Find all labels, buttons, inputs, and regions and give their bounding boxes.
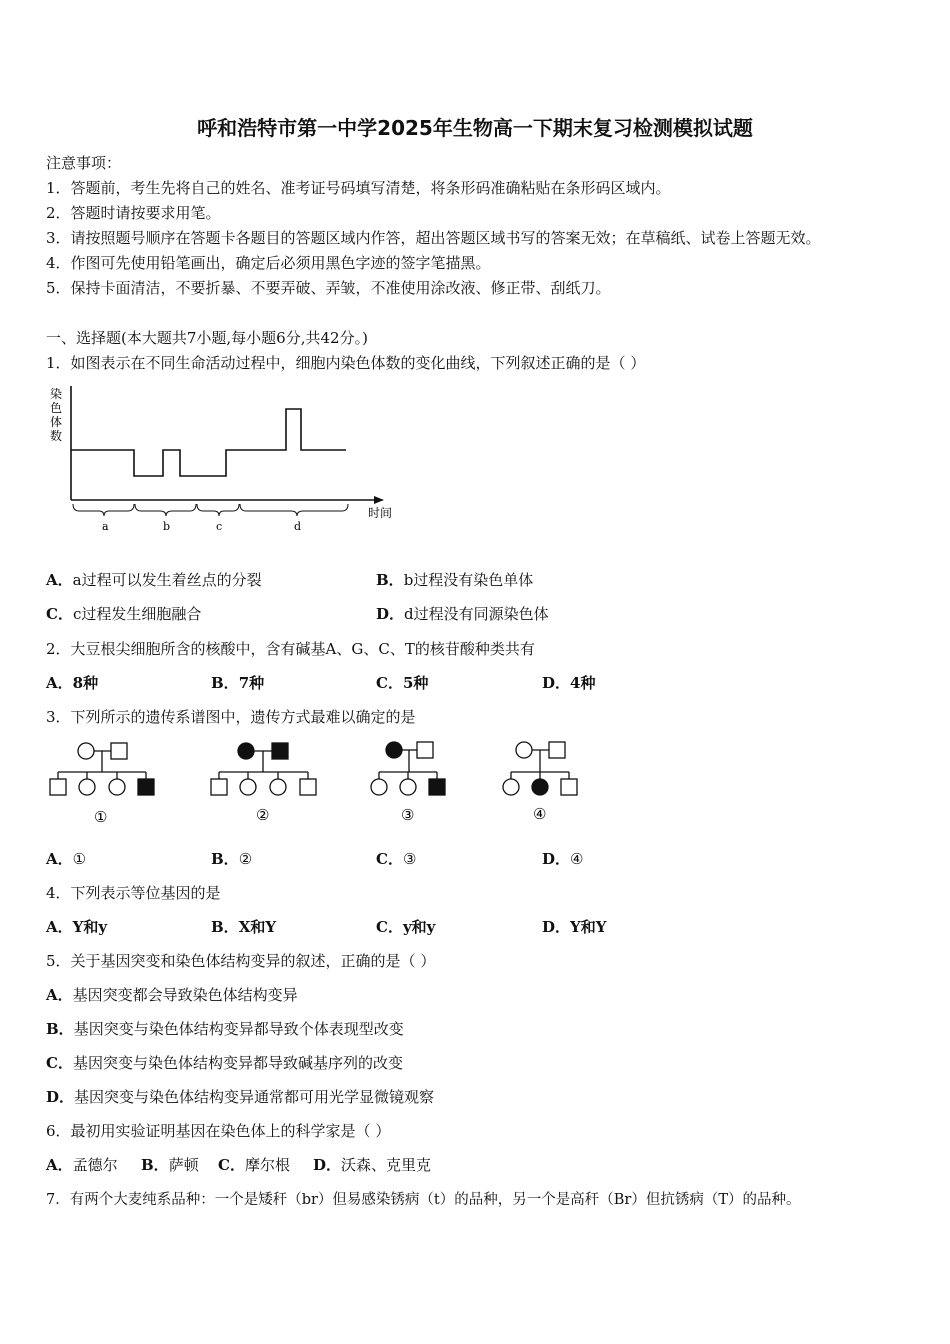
q5-option-d[interactable]: D．基因突变与染色体结构变异通常都可用光学显微镜观察 — [46, 1088, 435, 1106]
q3-option-b[interactable]: B．② — [211, 850, 253, 868]
q5-option-a[interactable]: A．基因突变都会导致染色体结构变异 — [46, 986, 298, 1004]
segment-brace-d — [240, 504, 348, 516]
q4-option-d[interactable]: D．Y和Y — [542, 918, 607, 936]
q3-option-c[interactable]: C．③ — [376, 850, 417, 868]
pedigree-label-3: ③ — [401, 806, 415, 824]
q6-stem: 6．最初用实验证明基因在染色体上的科学家是（ ） — [46, 1122, 391, 1140]
chromosome-curve — [71, 409, 346, 476]
pedigree-charts — [40, 734, 600, 834]
q3-option-d[interactable]: D．④ — [542, 850, 584, 868]
pedigree-2 — [211, 743, 316, 795]
segment-brace-a — [73, 504, 134, 516]
segment-label-a: a — [102, 520, 109, 533]
ylabel-char: 色 — [50, 401, 63, 415]
q5-option-b[interactable]: B．基因突变与染色体结构变异都导致个体表现型改变 — [46, 1020, 404, 1038]
q4-option-a[interactable]: A．Y和y — [46, 918, 108, 936]
ylabel-char: 体 — [50, 415, 63, 429]
x-axis-arrow — [374, 496, 384, 504]
q1-option-a[interactable]: A．a过程可以发生着丝点的分裂 — [46, 571, 262, 589]
q2-option-a[interactable]: A．8种 — [46, 674, 99, 692]
pedigree-label-2: ② — [256, 806, 270, 824]
q5-option-c[interactable]: C．基因突变与染色体结构变异都导致碱基序列的改变 — [46, 1054, 403, 1072]
q3-option-a[interactable]: A．① — [46, 850, 87, 868]
segment-label-d: d — [294, 520, 302, 533]
q2-stem: 2．大豆根尖细胞所含的核酸中，含有碱基A、G、C、T的核苷酸种类共有 — [46, 640, 535, 658]
q1-stem: 1．如图表示在不同生命活动过程中，细胞内染色体数的变化曲线，下列叙述正确的是（ ） — [46, 354, 646, 372]
q2-option-d[interactable]: D．4种 — [542, 674, 596, 692]
pedigree-4 — [503, 742, 577, 795]
q1-option-c[interactable]: C．c过程发生细胞融合 — [46, 605, 202, 623]
xlabel: 时间 — [368, 506, 393, 520]
q4-option-b[interactable]: B．X和Y — [211, 918, 277, 936]
q2-option-b[interactable]: B．7种 — [211, 674, 265, 692]
q6-option-b[interactable]: B．萨顿 — [141, 1156, 199, 1174]
pedigree-label-4: ④ — [533, 805, 547, 823]
q7-stem: 7．有两个大麦纯系品种：一个是矮秆（br）但易感染锈病（t）的品种，另一个是高秆（Br）但抗锈病（T）的品种。 — [46, 1192, 801, 1208]
segment-brace-b — [135, 504, 196, 516]
page-title: 呼和浩特市第一中学2025年生物高一下期末复习检测模拟试题 — [197, 116, 753, 140]
q6-option-c[interactable]: C．摩尔根 — [218, 1156, 290, 1174]
notice-item: 1．答题前，考生先将自己的姓名、准考证号码填写清楚，将条形码准确粘贴在条形码区域内。 — [46, 179, 671, 197]
q6-option-d[interactable]: D．沃森、克里克 — [313, 1156, 432, 1174]
notice-item: 3．请按照题号顺序在答题卡各题目的答题区域内作答，超出答题区域书写的答案无效；在草稿纸、试卷上答题无效。 — [46, 229, 821, 247]
q4-stem: 4．下列表示等位基因的是 — [46, 884, 221, 902]
pedigree-label-1: ① — [94, 808, 108, 826]
q1-option-b[interactable]: B．b过程没有染色单体 — [376, 571, 534, 589]
ylabel-char: 染 — [50, 387, 63, 401]
segment-label-c: c — [216, 520, 223, 533]
pedigree-3 — [371, 742, 445, 795]
q4-option-c[interactable]: C．y和y — [376, 918, 436, 936]
notice-heading: 注意事项： — [46, 154, 122, 172]
section-heading: 一、选择题(本大题共7小题,每小题6分,共42分。) — [46, 329, 368, 347]
q1-option-d[interactable]: D．d过程没有同源染色体 — [376, 605, 549, 623]
pedigree-1 — [50, 743, 154, 795]
chromosome-number-chart — [46, 382, 406, 542]
q3-stem: 3．下列所示的遗传系谱图中，遗传方式最难以确定的是 — [46, 708, 416, 726]
segment-label-b: b — [163, 520, 171, 533]
segment-brace-c — [197, 504, 239, 516]
q5-stem: 5．关于基因突变和染色体结构变异的叙述，正确的是（ ） — [46, 952, 436, 970]
q6-option-a[interactable]: A．孟德尔 — [46, 1156, 118, 1174]
notice-item: 5．保持卡面清洁，不要折暴、不要弄破、弄皱，不准使用涂改液、修正带、刮纸刀。 — [46, 279, 611, 297]
notice-item: 2．答题时请按要求用笔。 — [46, 204, 221, 222]
q2-option-c[interactable]: C．5种 — [376, 674, 429, 692]
notice-item: 4．作图可先使用铅笔画出，确定后必须用黑色字迹的签字笔描黑。 — [46, 254, 491, 272]
ylabel-char: 数 — [50, 429, 63, 443]
